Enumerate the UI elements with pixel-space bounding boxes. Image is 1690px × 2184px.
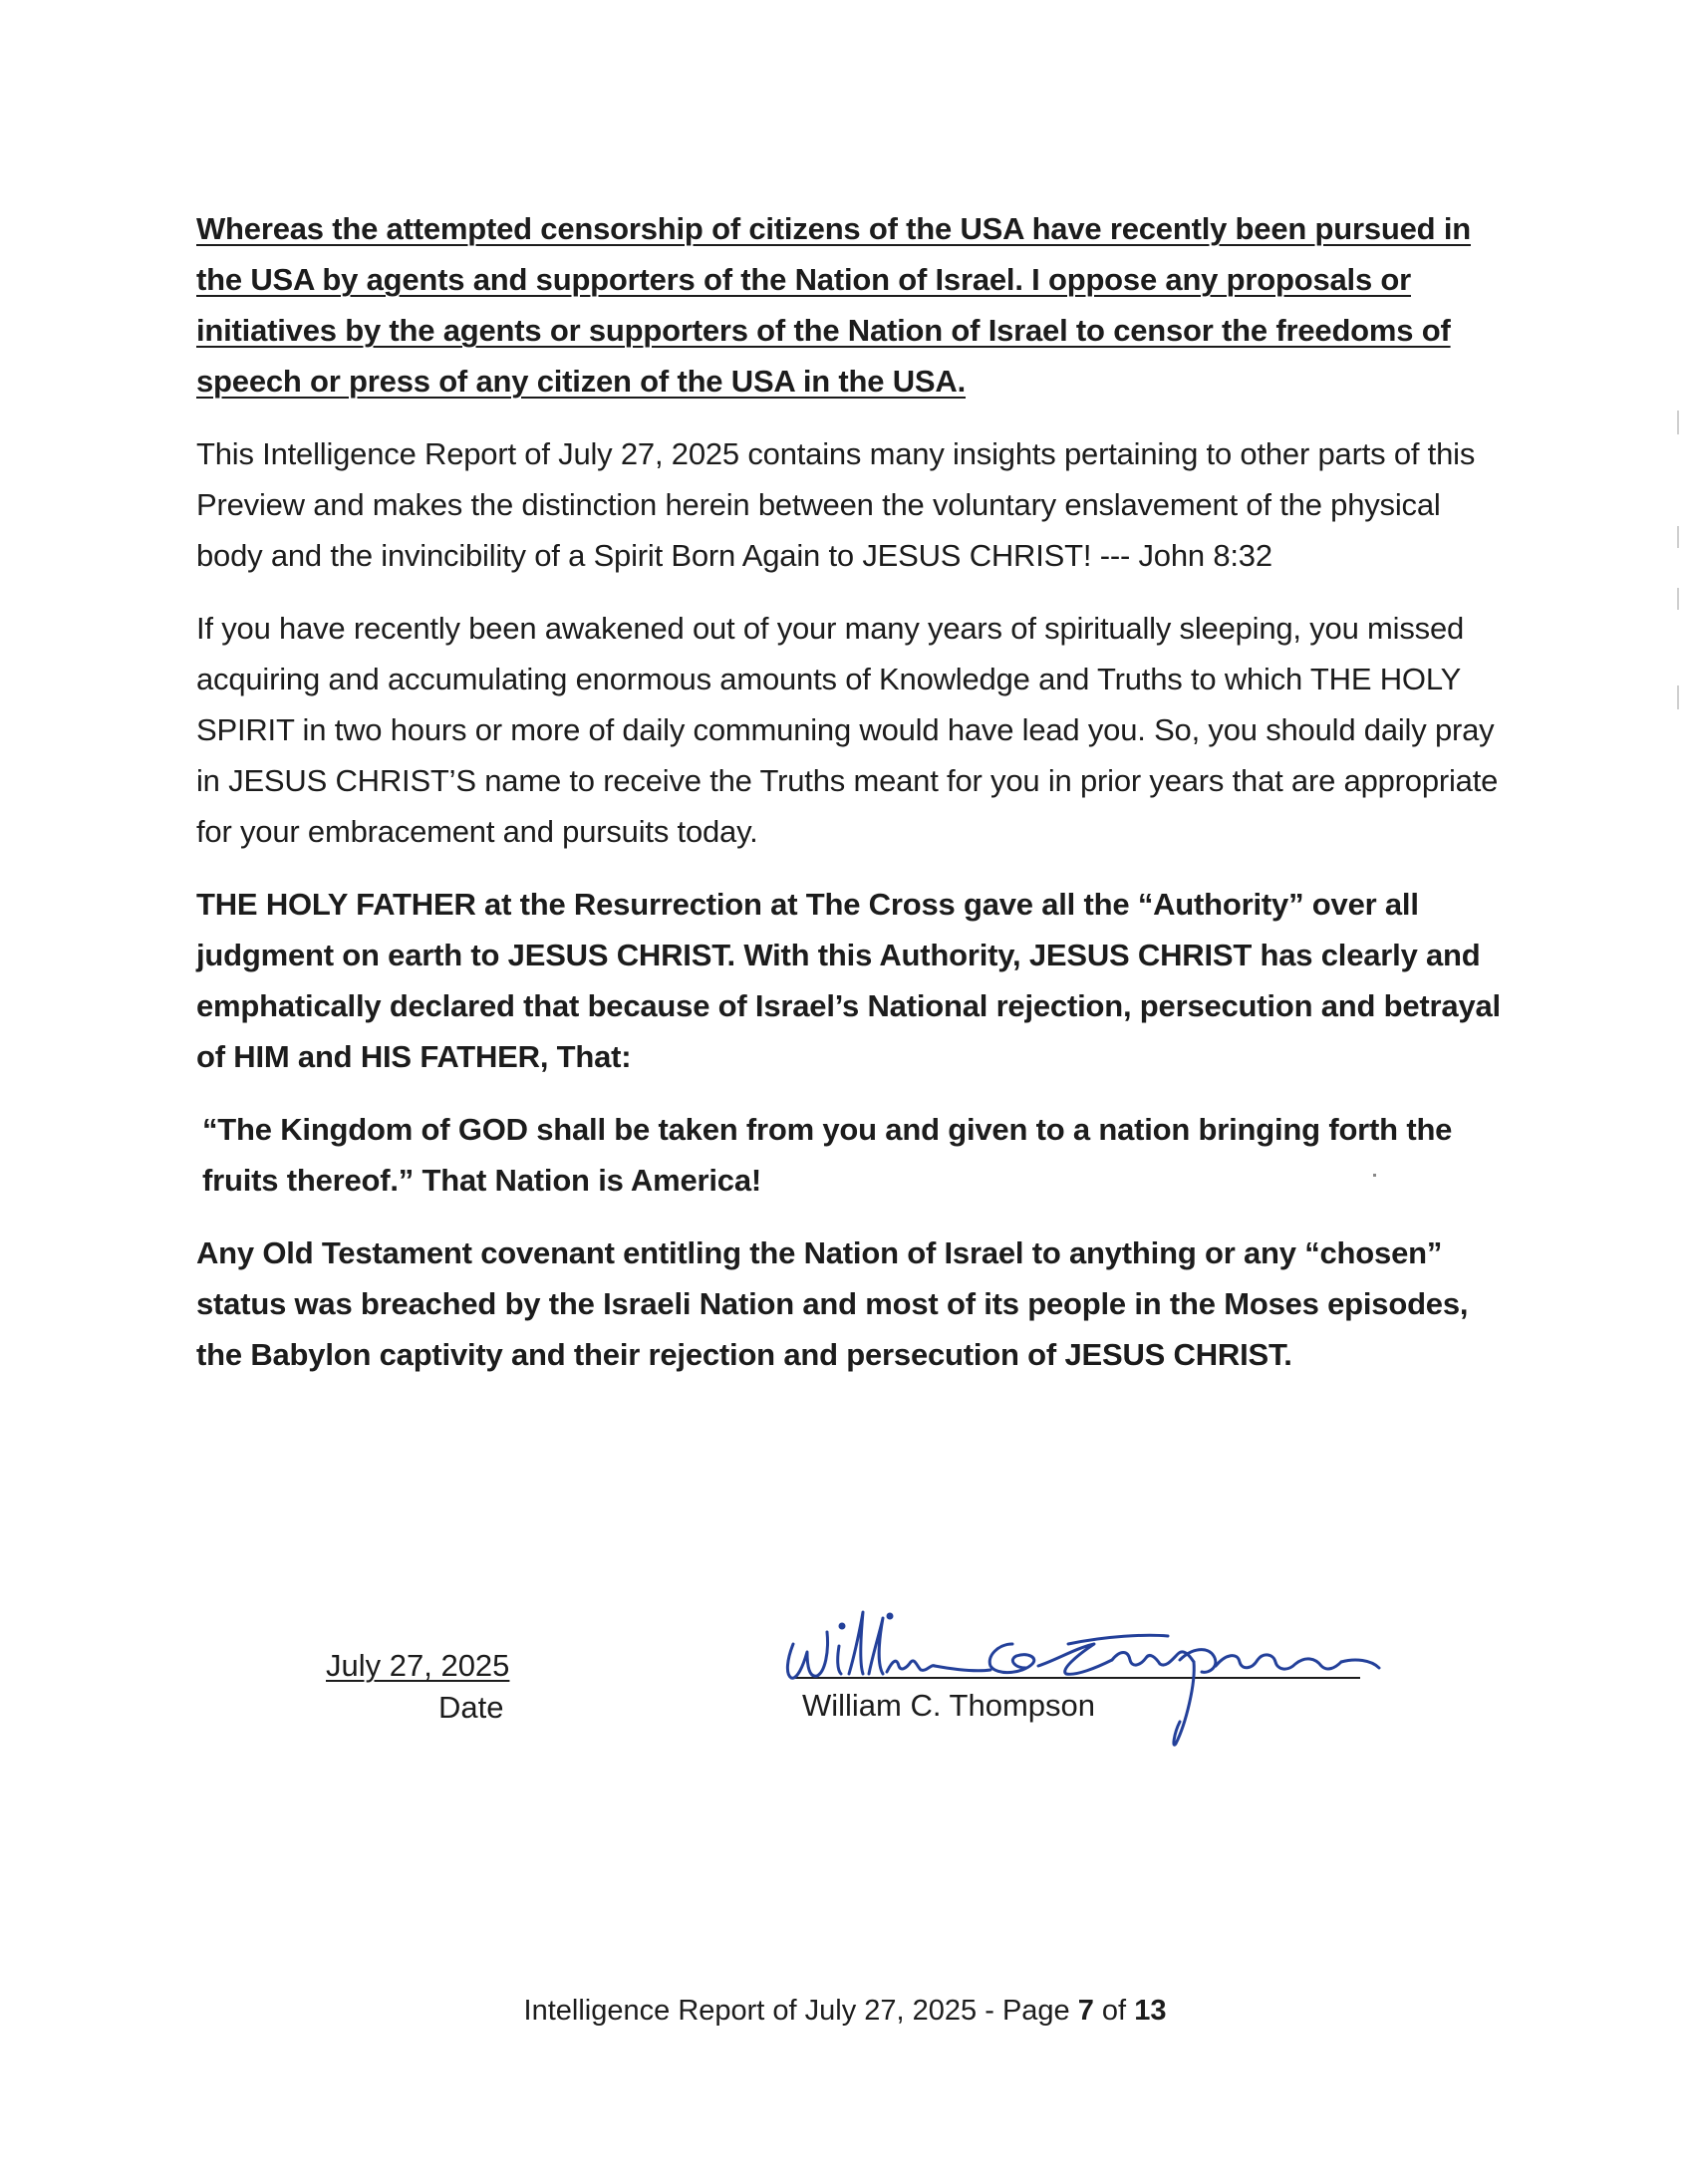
footer-of-label: of xyxy=(1093,1995,1135,2027)
scan-artifact xyxy=(1677,588,1679,610)
paragraph-censorship-statement: Whereas the attempted censorship of citizens of the USA have recently been pursued in the USA by agents and supporters of the Nation of Israel. I oppose any proposals or initiatives by the agents or supporters of the Nation of Israel to censor the freedoms of speech or press of any citizen of the USA in the USA. xyxy=(196,211,1471,399)
page-footer xyxy=(0,1991,1690,2031)
paragraph-covenant: Any Old Testament covenant entitling the Nation of Israel to anything or any “chosen” status was breached by the Israeli Nation and most of its people in the Moses episodes, the Babylon captivity and their rejection and persecution of JESUS CHRIST. xyxy=(196,1235,1469,1372)
footer-total-pages: 13 xyxy=(1134,1995,1167,2027)
footer-prefix: Intelligence Report of July 27, 2025 - Page xyxy=(523,1995,1078,2027)
scan-artifact xyxy=(1373,1174,1376,1177)
paragraph-kingdom-quote: “The Kingdom of GOD shall be taken from you and given to a nation bringing forth the fruits thereof.” That Nation is America! xyxy=(202,1112,1453,1198)
signature-block xyxy=(0,1574,1690,1774)
scan-artifact xyxy=(1677,685,1679,709)
footer-page-number: 7 xyxy=(1077,1995,1094,2027)
date-label: Date xyxy=(438,1690,504,1725)
scan-artifact xyxy=(1677,410,1679,434)
signature-date: July 27, 2025 xyxy=(326,1648,510,1683)
paragraph-authority: THE HOLY FATHER at the Resurrection at The Cross gave all the “Authority” over all judgment on earth to JESUS CHRIST. With this Authority, JESUS CHRIST has clearly and emphatically declared that because of Israel’s National rejection, persecution and betrayal of HIM and HIS FATHER, That: xyxy=(196,887,1501,1074)
document-body xyxy=(196,203,1502,1380)
signer-name: William C. Thompson xyxy=(802,1688,1096,1723)
paragraph-awakening: If you have recently been awakened out of your many years of spiritually sleeping, you missed acquiring and accumulating enormous amounts of Knowledge and Truths to which THE HOLY SPIRIT in two hours or more of daily communing would have lead you. So, you should daily pray in JESUS CHRIST’S name to receive the Truths meant for you in prior years that are appropriate for your embracement and pursuits today. xyxy=(196,611,1499,849)
handwritten-signature xyxy=(777,1574,1425,1764)
scan-artifact xyxy=(1677,526,1679,548)
paragraph-report-intro: This Intelligence Report of July 27, 2025 contains many insights pertaining to other parts of this Preview and makes the distinction herein between the voluntary enslavement of the physical body and the invincibility of a Spirit Born Again to JESUS CHRIST! --- John 8:32 xyxy=(196,436,1476,573)
